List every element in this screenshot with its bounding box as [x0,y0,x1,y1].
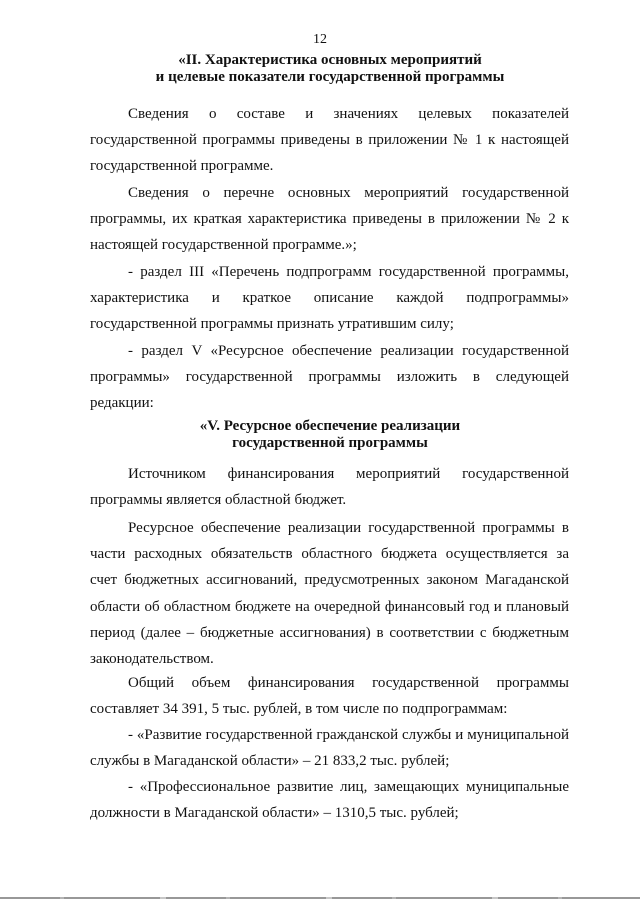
section-v-heading-line-2: государственной программы [232,435,428,451]
paragraph-funding-source: Источником финансирования мероприятий государственной программы является областной бюджет. [90,466,569,509]
paragraph-measures-info: Сведения о перечне основных мероприятий государственной программы, их краткая характеристика приведены в приложении № 2 к настоящей государственной программе.»; [90,185,569,254]
paragraph-subprogram-municipal-positions: - «Профессиональное развитие лиц, замещающих муниципальные должности в Магаданской области» – 1310,5 тыс. рублей; [90,779,569,822]
scan-bottom-edge [0,897,640,899]
paragraph-targets-info: Сведения о составе и значениях целевых показателей государственной программы приведены в приложении № 1 к настоящей государственной программе. [90,106,569,175]
section-v-heading-line-1: «V. Ресурсное обеспечение реализации [199,418,461,434]
paragraph-section-iii-repeal: - раздел III «Перечень подпрограмм государственной программы, характеристика и краткое описание каждой подпрограммы» государственной программы признать утратившим силу; [90,264,569,333]
section-ii-heading-line-1: «II. Характеристика основных мероприятий [178,52,482,68]
section-ii-heading [90,52,570,86]
paragraph-subprogram-civil-service: - «Развитие государственной гражданской службы и муниципальной службы в Магаданской области» – 21 833,2 тыс. рублей; [90,727,569,770]
paragraph-total-funding: Общий объем финансирования государственной программы составляет 34 391, 5 тыс. рублей, в том числе по подпрограммам: [90,675,569,718]
paragraph-section-v-revision: - раздел V «Ресурсное обеспечение реализации государственной программы» государственной программы изложить в следующей редакции: [90,343,569,412]
section-v-heading [90,418,570,452]
paragraph-resource-provision: Ресурсное обеспечение реализации государственной программы в части расходных обязательств областного бюджета осуществляется за счет бюджетных ассигнований, предусмотренных законом Магаданской области об областном бюджете на очередной финансовый год и плановый период (далее – бюджетные ассигнования) в соответствии с бюджетным законодательством. [90,520,569,668]
page-number: 12 [313,32,327,47]
section-ii-heading-line-2: и целевые показатели государственной программы [155,69,505,85]
